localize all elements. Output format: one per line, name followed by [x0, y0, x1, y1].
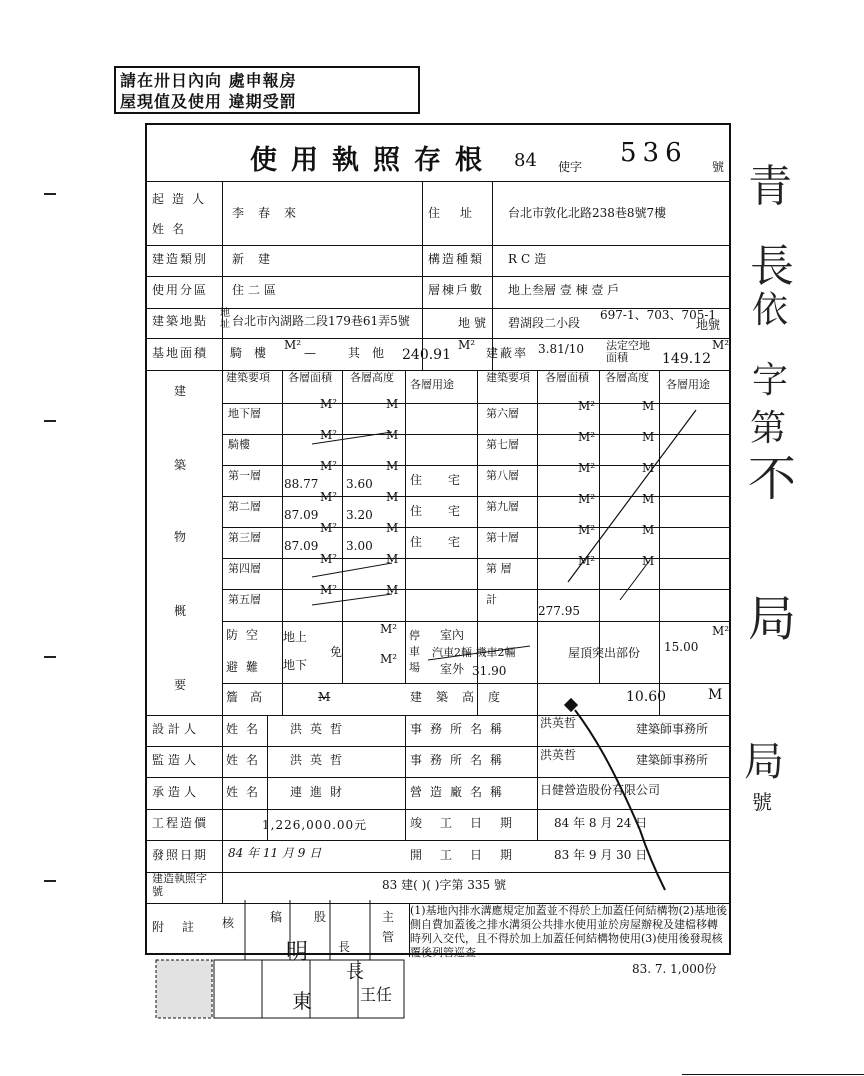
floor-height-unit: M [386, 397, 399, 411]
supervisor-suffix: 建築師事務所 [636, 753, 709, 767]
floor-height-unit-right: M [642, 554, 655, 568]
floor-name-right: 第 層 [486, 562, 512, 575]
designer-name-label: 姓名 [226, 722, 267, 736]
lot-suffix: 地號 [696, 318, 721, 332]
designer-office: 洪英哲 [540, 716, 577, 730]
shelter-label-1: 防空 [226, 628, 267, 642]
designer-label: 設計人 [152, 722, 201, 736]
builder-name: 李春來 [232, 206, 311, 220]
shelter-unit: M² [380, 652, 398, 666]
signature-name: 長 [346, 962, 364, 983]
permit-number: 536 [620, 138, 688, 168]
firm-label: 營造廠名稱 [410, 785, 511, 799]
margin-handwriting: 青 [748, 161, 792, 212]
floors-value: 地上叁層 壹 棟 壹 戶 [508, 283, 620, 297]
height-unit: M [708, 687, 723, 703]
build-type-label: 建造類別 [152, 252, 209, 266]
address-value: 台北市敦化北路238巷8號7樓 [508, 206, 667, 220]
floor-area-unit: M² [320, 490, 338, 504]
supervisor-label: 監造人 [152, 753, 201, 767]
supervisor-name: 洪英哲 [290, 753, 351, 767]
floor-name: 騎樓 [228, 438, 250, 451]
shelter-label-2: 避難 [226, 660, 267, 674]
parking-in: 室內 [440, 628, 465, 642]
sign-label: 稿 [270, 910, 283, 924]
building-side-label: 築 [174, 458, 187, 472]
sign-label: 股 [314, 910, 327, 924]
floor-area-unit: M² [320, 521, 338, 535]
floor-height-unit-right: M [642, 430, 655, 444]
structure-label: 構造種類 [428, 252, 485, 266]
floor-area-unit-right: M² [578, 554, 596, 568]
bottom-rule [682, 1074, 864, 1075]
notes-label: 附註 [152, 920, 213, 934]
issue-label: 發照日期 [152, 848, 209, 862]
finish-label: 竣工日期 [410, 816, 531, 830]
floor-use: 住宅 [410, 535, 487, 549]
open-value: 149.12 [662, 351, 711, 367]
sign-label: 管 [382, 930, 395, 944]
col-head-area: 各層面積 [288, 371, 332, 384]
floor-name: 地下層 [228, 407, 261, 420]
cost-value: 1,226,000.00元 [262, 818, 368, 832]
permit-word: 使字 [558, 160, 583, 174]
coverage-label: 建蔽率 [486, 346, 529, 360]
margin-handwriting: 字 [752, 360, 789, 401]
site-value: 台北市內湖路二段179巷61弄5號 [232, 314, 410, 328]
floor-height-unit: M [386, 583, 399, 597]
floor-height: 3.20 [346, 508, 373, 522]
stamp-line-1: 請在卅日內向 處申報房 [120, 71, 297, 90]
zone-label: 使用分區 [152, 283, 209, 297]
parking-label: 停車場 [409, 629, 420, 674]
margin-handwriting: 不 [748, 451, 797, 507]
print-footer: 83. 7. 1,000份 [632, 962, 717, 976]
coverage-value: 3.81/10 [538, 342, 585, 356]
permit-suffix: 號 [712, 160, 725, 174]
eaves-unit: M [318, 690, 331, 704]
issue-value: 84 年 11 月 9 日 [228, 846, 322, 860]
notes-text: (1)基地內排水溝應規定加蓋並不得於上加蓋任何結構物(2)基地後側自費加蓋後之排水溝須公共排水使用並於房屋辦稅及建檔移轉時列入交代，且不得於加上加蓋任何結構物使用(3)使用後發現核覆後列管巡查 [410, 904, 728, 959]
floor-name: 第一層 [228, 469, 261, 482]
building-side-label: 建 [174, 384, 187, 398]
floor-height: 3.60 [346, 477, 373, 491]
open-label: 法定空地面積 [606, 339, 650, 364]
floor-height-unit: M [386, 490, 399, 504]
floor-height-unit: M [386, 459, 399, 473]
floor-name: 第三層 [228, 531, 261, 544]
floor-area-unit-right: M² [578, 399, 596, 413]
lot-value: 碧湖段二小段 [508, 316, 581, 330]
permit-label: 建造執照字號 [152, 872, 207, 898]
shelter-none: 免 [330, 645, 343, 659]
finish-value: 84 年 8 月 24 日 [554, 816, 648, 830]
eaves-label: 簷高 [226, 690, 275, 704]
signature-box [214, 960, 404, 1018]
supervisor-office-label: 事務所名稱 [410, 753, 511, 767]
zone-value: 住二區 [232, 283, 281, 297]
site-sub-label: 地址 [220, 308, 230, 330]
col-head-use-right: 各層用途 [666, 378, 710, 391]
col-head-height: 各層高度 [350, 371, 394, 384]
floor-area-unit: M² [320, 552, 338, 566]
build-type-value: 新建 [232, 252, 285, 266]
floor-area-unit: M² [320, 459, 338, 473]
floor-name: 第四層 [228, 562, 261, 575]
floor-name-right: 計 [486, 593, 497, 606]
permit-year: 84 [514, 150, 537, 171]
col-head-use: 各層用途 [410, 378, 454, 391]
base-area-label: 基地面積 [152, 346, 209, 360]
floor-use: 住宅 [410, 473, 487, 487]
floor-area-unit: M² [320, 428, 338, 442]
lot-numbers: 697-1、703、705-1 [600, 308, 717, 322]
address-label: 住址 [428, 206, 493, 220]
open-unit: M² [712, 338, 730, 352]
floor-area-unit-right: M² [578, 430, 596, 444]
other-label: 其他 [348, 346, 397, 360]
floor-area-unit-right: M² [578, 523, 596, 537]
floor-height: 3.00 [346, 539, 373, 553]
floor-area-unit: M² [320, 583, 338, 597]
supervisor-office: 洪英哲 [540, 748, 577, 762]
col-head-height-right: 各層高度 [605, 371, 649, 384]
structure-value: RC造 [508, 252, 551, 266]
parking-value: 31.90 [472, 664, 507, 678]
site-label: 建築地點 [152, 314, 209, 328]
col-head-item-right: 建築要項 [486, 371, 530, 384]
floor-height-unit-right: M [642, 523, 655, 537]
height-value: 10.60 [626, 689, 667, 705]
roof-label: 屋頂突出部份 [568, 646, 641, 660]
floor-area-unit: M² [320, 397, 338, 411]
builder-label: 起造人 [152, 192, 213, 206]
other-value: 240.91 [402, 347, 451, 363]
sign-label: 核 [222, 916, 235, 930]
parking-note: 汽車2輛 機車2輛 [432, 646, 516, 659]
arcade-unit: M² [284, 338, 302, 352]
cost-label: 工程造價 [152, 816, 209, 830]
floor-height-unit: M [386, 552, 399, 566]
margin-handwriting: 長 [750, 241, 794, 292]
other-unit: M² [458, 338, 476, 352]
shelter-unit: M² [380, 622, 398, 636]
roof-value: 15.00 [664, 640, 699, 654]
signature-name: 東 [292, 989, 312, 1013]
margin-handwriting: 局 [744, 739, 784, 785]
form-title: 使用執照存根 [250, 145, 496, 176]
supervisor-name-label: 姓名 [226, 753, 267, 767]
contractor-firm: 日健營造股份有限公司 [540, 783, 661, 797]
floor-area-unit-right: M² [578, 461, 596, 475]
floor-name-right: 第八層 [486, 469, 519, 482]
floor-height-unit-right: M [642, 399, 655, 413]
floor-height-unit-right: M [642, 461, 655, 475]
shelter-above: 地上 [283, 630, 308, 644]
lot-label: 號 [474, 316, 487, 330]
permit-value: 83 建( )( )字第 335 號 [382, 878, 506, 892]
floor-area: 88.77 [284, 477, 319, 491]
floor-name: 第五層 [228, 593, 261, 606]
col-head-item: 建築要項 [226, 371, 270, 384]
floor-area: 87.09 [284, 508, 319, 522]
margin-handwriting: 第 [750, 408, 787, 449]
floor-area: 87.09 [284, 539, 319, 553]
start-value: 83 年 9 月 30 日 [554, 848, 648, 862]
floor-height-unit-right: M [642, 492, 655, 506]
floor-name-right: 第九層 [486, 500, 519, 513]
contractor-name-label: 姓名 [226, 785, 267, 799]
sign-label: 長 [338, 940, 351, 954]
building-side-label: 物 [174, 530, 187, 544]
parking-out: 室外 [440, 662, 465, 676]
margin-handwriting: 局 [748, 591, 797, 647]
sign-label: 主 [382, 910, 395, 924]
contractor-label: 承造人 [152, 785, 201, 799]
col-head-area-right: 各層面積 [545, 371, 589, 384]
floors-label: 層棟戶數 [428, 283, 485, 297]
floor-name-right: 第七層 [486, 438, 519, 451]
floor-height-unit: M [386, 521, 399, 535]
margin-handwriting: 依 [752, 290, 789, 331]
floor-name: 第二層 [228, 500, 261, 513]
building-side-label: 概 [174, 604, 187, 618]
designer-suffix: 建築師事務所 [636, 722, 709, 736]
floor-height-unit: M [386, 428, 399, 442]
shelter-below: 地下 [283, 658, 308, 672]
floor-area-unit-right: M² [578, 492, 596, 506]
building-side-label: 要 [174, 678, 187, 692]
floor-name-right: 第六層 [486, 407, 519, 420]
designer-name: 洪英哲 [290, 722, 351, 736]
start-label: 開工日期 [410, 848, 531, 862]
signature-name: 王任 [360, 985, 393, 1004]
arcade-label: 騎樓 [230, 346, 279, 360]
floor-use: 住宅 [410, 504, 487, 518]
floor-name-right: 第十層 [486, 531, 519, 544]
margin-handwriting: 號 [752, 790, 772, 814]
stamp-line-2: 屋現值及使用 違期受罰 [120, 92, 297, 111]
arcade-value: — [304, 346, 316, 360]
land-label: 地 [458, 316, 471, 330]
signature-name: 明 [286, 940, 309, 965]
contractor-name: 連進財 [290, 785, 351, 799]
designer-office-label: 事務所名稱 [410, 722, 511, 736]
builder-name-label: 姓名 [152, 222, 193, 236]
height-label: 建築高度 [410, 690, 515, 704]
roof-unit: M² [712, 624, 730, 638]
total-area: 277.95 [538, 604, 580, 618]
